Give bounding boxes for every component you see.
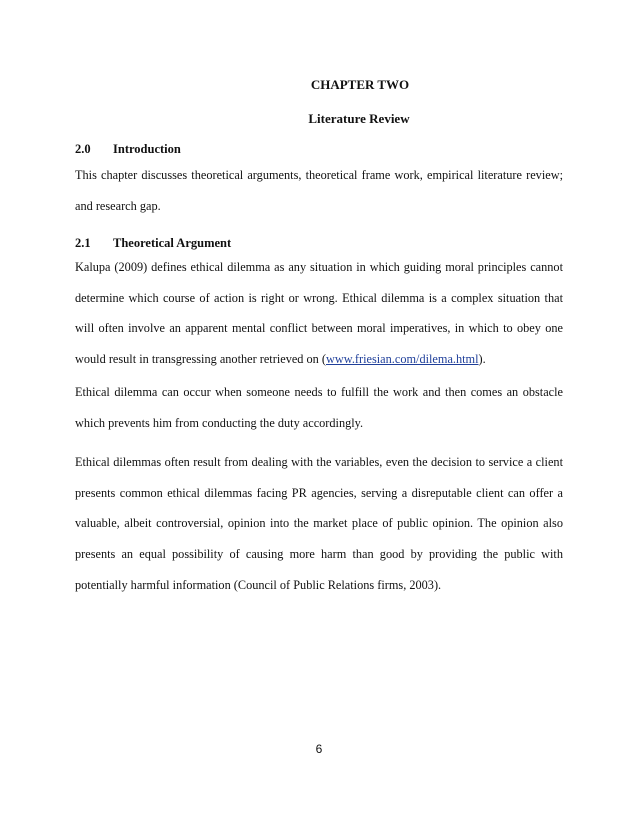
paragraph-text: ). — [478, 352, 486, 367]
reference-link[interactable]: www.friesian.com/dilema.html — [326, 352, 479, 367]
chapter-subtitle: Literature Review — [308, 111, 410, 126]
section-number: 2.1 — [75, 236, 91, 250]
theory-paragraph-3: Ethical dilemmas often result from dealing with the variables, even the decision to service a client presents common ethical dilemmas facing PR agencies, serving a disreputable client can offer a valuable, albeit controversial, opinion into the market place of public opinion. The opinion also presents an equal possibility of causing more harm than good by providing the public with potentially harmful information (Council of Public Relations firms, 2003). — [75, 455, 563, 592]
theory-paragraph-2: Ethical dilemma can occur when someone needs to fulfill the work and then comes an obstacle which prevents him from conducting the duty accordingly. — [75, 385, 563, 430]
section-title: Theoretical Argument — [113, 236, 232, 250]
theory-paragraph-1 — [75, 252, 563, 375]
chapter-title: CHAPTER TWO — [310, 77, 410, 92]
section-number: 2.0 — [75, 142, 91, 156]
section-title: Introduction — [113, 142, 181, 156]
paragraph-text: Kalupa (2009) defines ethical dilemma as any situation in which guiding moral principles cannot determine which course of action is right or wrong. Ethical dilemma is a complex situation that will often involve an apparent mental conflict between moral imperatives, in which to obey one would result in transgressing another retrieved on ( — [75, 260, 563, 367]
section-heading-2-1 — [75, 236, 231, 251]
section-heading-2-0 — [75, 142, 181, 157]
page-number: 6 — [315, 742, 323, 756]
intro-paragraph: This chapter discusses theoretical arguments, theoretical frame work, empirical literature review; and research gap. — [75, 168, 563, 213]
